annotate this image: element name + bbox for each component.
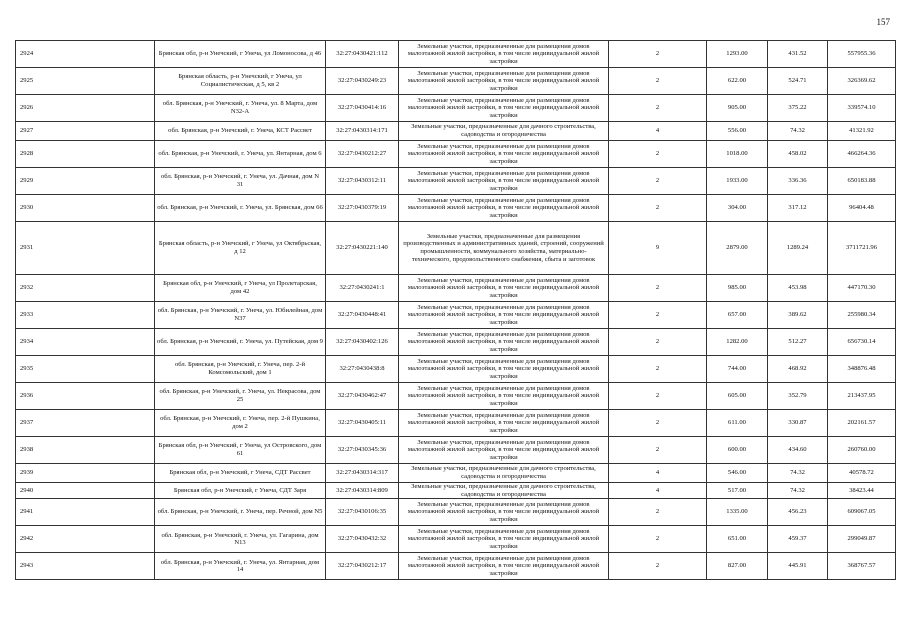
- row-number: 2924: [16, 41, 155, 68]
- use-group-cell: 4: [609, 483, 707, 499]
- row-number: 2933: [16, 302, 155, 329]
- cadastral-number-cell: 32:27:0430314:171: [326, 122, 399, 141]
- area-cell: 2879.00: [707, 222, 768, 275]
- cadastral-value-cell: 339574.10: [828, 95, 896, 122]
- use-group-cell: 2: [609, 195, 707, 222]
- table-row: [16, 95, 896, 122]
- cadastral-value-cell: 96404.48: [828, 195, 896, 222]
- row-number: 2936: [16, 383, 155, 410]
- address-cell: обл. Брянская, р-н Унечский, г. Унеча, ул. Некрасова, дом 25: [155, 383, 326, 410]
- area-cell: 304.00: [707, 195, 768, 222]
- table-row: [16, 499, 896, 526]
- address-cell: Брянская обл, р-н Унечский, г Унеча, ул Пролетарская, дом 42: [155, 275, 326, 302]
- address-cell: обл. Брянская, р-н Унечский, г. Унеча, ул. Дачная, дом N 31: [155, 168, 326, 195]
- land-use-description-cell: Земельные участки, предназначенные для размещения производственных и административных зданий, строений, сооружений промышленности, коммунального хозяйства, материально-технического, продовольственного снабжения, сбыта и заготовок: [399, 222, 609, 275]
- unit-value-cell: 524.71: [768, 68, 828, 95]
- cadastral-number-cell: 32:27:0430438:8: [326, 356, 399, 383]
- table-row: [16, 122, 896, 141]
- address-cell: обл. Брянская, р-н Унечский, г. Унеча, КСТ Рассвет: [155, 122, 326, 141]
- unit-value-cell: 375.22: [768, 95, 828, 122]
- use-group-cell: 2: [609, 526, 707, 553]
- row-number: 2926: [16, 95, 155, 122]
- area-cell: 1335.00: [707, 499, 768, 526]
- land-use-description-cell: Земельные участки, предназначенные для размещения домов малоэтажной жилой застройки, в том числе индивидуальной жилой застройки: [399, 356, 609, 383]
- row-number: 2940: [16, 483, 155, 499]
- page-number: 157: [876, 17, 890, 27]
- use-group-cell: 2: [609, 553, 707, 580]
- cadastral-number-cell: 32:27:0430241:1: [326, 275, 399, 302]
- area-cell: 600.00: [707, 437, 768, 464]
- area-cell: 905.00: [707, 95, 768, 122]
- use-group-cell: 2: [609, 329, 707, 356]
- address-cell: обл. Брянская, р-н Унечский, г. Унеча, ул. Гагарина, дом N13: [155, 526, 326, 553]
- cadastral-table-container: [15, 40, 895, 580]
- use-group-cell: 4: [609, 464, 707, 483]
- row-number: 2942: [16, 526, 155, 553]
- use-group-cell: 2: [609, 168, 707, 195]
- cadastral-number-cell: 32:27:0430249:23: [326, 68, 399, 95]
- table-row: [16, 329, 896, 356]
- land-use-description-cell: Земельные участки, предназначенные для дачного строительства, садоводства и огородничества: [399, 464, 609, 483]
- cadastral-number-cell: 32:27:0430448:41: [326, 302, 399, 329]
- area-cell: 1293.00: [707, 41, 768, 68]
- address-cell: обл. Брянская, р-н Унечский, г. Унеча, ул. Янтарная, дом 6: [155, 141, 326, 168]
- address-cell: Брянская обл, р-н Унечский, г Унеча, СДТ Рассвет: [155, 464, 326, 483]
- land-use-description-cell: Земельные участки, предназначенные для размещения домов малоэтажной жилой застройки, в том числе индивидуальной жилой застройки: [399, 526, 609, 553]
- table-row: [16, 302, 896, 329]
- row-number: 2932: [16, 275, 155, 302]
- cadastral-value-cell: 348876.48: [828, 356, 896, 383]
- row-number: 2943: [16, 553, 155, 580]
- area-cell: 827.00: [707, 553, 768, 580]
- row-number: 2937: [16, 410, 155, 437]
- cadastral-table: [15, 40, 896, 580]
- unit-value-cell: 445.91: [768, 553, 828, 580]
- table-row: [16, 437, 896, 464]
- cadastral-value-cell: 326369.62: [828, 68, 896, 95]
- land-use-description-cell: Земельные участки, предназначенные для размещения домов малоэтажной жилой застройки, в том числе индивидуальной жилой застройки: [399, 41, 609, 68]
- land-use-description-cell: Земельные участки, предназначенные для размещения домов малоэтажной жилой застройки, в том числе индивидуальной жилой застройки: [399, 68, 609, 95]
- table-body: [16, 41, 896, 580]
- unit-value-cell: 74.32: [768, 483, 828, 499]
- cadastral-value-cell: 202161.57: [828, 410, 896, 437]
- cadastral-value-cell: 466264.36: [828, 141, 896, 168]
- unit-value-cell: 512.27: [768, 329, 828, 356]
- use-group-cell: 2: [609, 410, 707, 437]
- cadastral-value-cell: 299049.87: [828, 526, 896, 553]
- area-cell: 985.00: [707, 275, 768, 302]
- address-cell: обл. Брянская, р-н Унечский, г. Унеча, пер. 2-й Пушкина, дом 2: [155, 410, 326, 437]
- table-row: [16, 141, 896, 168]
- row-number: 2931: [16, 222, 155, 275]
- cadastral-value-cell: 609067.05: [828, 499, 896, 526]
- unit-value-cell: 459.37: [768, 526, 828, 553]
- cadastral-number-cell: 32:27:0430421:112: [326, 41, 399, 68]
- cadastral-number-cell: 32:27:0430314:809: [326, 483, 399, 499]
- area-cell: 556.00: [707, 122, 768, 141]
- cadastral-value-cell: 650183.88: [828, 168, 896, 195]
- unit-value-cell: 352.79: [768, 383, 828, 410]
- cadastral-number-cell: 32:27:0430212:27: [326, 141, 399, 168]
- row-number: 2929: [16, 168, 155, 195]
- use-group-cell: 2: [609, 437, 707, 464]
- row-number: 2930: [16, 195, 155, 222]
- address-cell: обл. Брянская, р-н Унечский, г. Унеча, пер. Речной, дом N5: [155, 499, 326, 526]
- address-cell: Брянская область, р-н Унечский, г Унеча, ул Социалистическая, д 5, кв 2: [155, 68, 326, 95]
- use-group-cell: 2: [609, 356, 707, 383]
- unit-value-cell: 389.62: [768, 302, 828, 329]
- unit-value-cell: 336.36: [768, 168, 828, 195]
- use-group-cell: 2: [609, 275, 707, 302]
- unit-value-cell: 74.32: [768, 122, 828, 141]
- cadastral-value-cell: 38423.44: [828, 483, 896, 499]
- address-cell: обл. Брянская, р-н Унечский, г. Унеча, ул. Юбилейная, дом N37: [155, 302, 326, 329]
- land-use-description-cell: Земельные участки, предназначенные для размещения домов малоэтажной жилой застройки, в том числе индивидуальной жилой застройки: [399, 195, 609, 222]
- address-cell: обл. Брянская, р-н Унечский, г. Унеча, ул. Брянская, дом 66: [155, 195, 326, 222]
- use-group-cell: 2: [609, 68, 707, 95]
- unit-value-cell: 431.52: [768, 41, 828, 68]
- table-row: [16, 356, 896, 383]
- table-row: [16, 383, 896, 410]
- row-number: 2939: [16, 464, 155, 483]
- land-use-description-cell: Земельные участки, предназначенные для размещения домов малоэтажной жилой застройки, в том числе индивидуальной жилой застройки: [399, 329, 609, 356]
- area-cell: 605.00: [707, 383, 768, 410]
- address-cell: Брянская обл, р-н Унечский, г Унеча, СДТ Заря: [155, 483, 326, 499]
- cadastral-number-cell: 32:27:0430314:317: [326, 464, 399, 483]
- land-use-description-cell: Земельные участки, предназначенные для размещения домов малоэтажной жилой застройки, в том числе индивидуальной жилой застройки: [399, 437, 609, 464]
- table-row: [16, 168, 896, 195]
- land-use-description-cell: Земельные участки, предназначенные для размещения домов малоэтажной жилой застройки, в том числе индивидуальной жилой застройки: [399, 383, 609, 410]
- land-use-description-cell: Земельные участки, предназначенные для размещения домов малоэтажной жилой застройки, в том числе индивидуальной жилой застройки: [399, 553, 609, 580]
- use-group-cell: 2: [609, 141, 707, 168]
- address-cell: обл. Брянская, р-н Унечский, г. Унеча, ул. Янтарная, дом 14: [155, 553, 326, 580]
- row-number: 2935: [16, 356, 155, 383]
- cadastral-number-cell: 32:27:0430432:32: [326, 526, 399, 553]
- land-use-description-cell: Земельные участки, предназначенные для размещения домов малоэтажной жилой застройки, в том числе индивидуальной жилой застройки: [399, 275, 609, 302]
- address-cell: обл. Брянская, р-н Унечский, г. Унеча, ул. Путейская, дом 9: [155, 329, 326, 356]
- land-use-description-cell: Земельные участки, предназначенные для размещения домов малоэтажной жилой застройки, в том числе индивидуальной жилой застройки: [399, 499, 609, 526]
- land-use-description-cell: Земельные участки, предназначенные для размещения домов малоэтажной жилой застройки, в том числе индивидуальной жилой застройки: [399, 168, 609, 195]
- address-cell: обл. Брянская, р-н Унечский, г. Унеча, пер. 2-й Комсомольский, дом 1: [155, 356, 326, 383]
- address-cell: Брянская обл, р-н Унечский, г Унеча, ул Ломоносова, д 46: [155, 41, 326, 68]
- table-row: [16, 553, 896, 580]
- cadastral-number-cell: 32:27:0430345:36: [326, 437, 399, 464]
- cadastral-number-cell: 32:27:0430379:19: [326, 195, 399, 222]
- row-number: 2941: [16, 499, 155, 526]
- address-cell: Брянская область, р-н Унечский, г Унеча, ул Октябрьская, д 12: [155, 222, 326, 275]
- row-number: 2925: [16, 68, 155, 95]
- cadastral-value-cell: 368767.57: [828, 553, 896, 580]
- use-group-cell: 2: [609, 383, 707, 410]
- area-cell: 1282.00: [707, 329, 768, 356]
- unit-value-cell: 317.12: [768, 195, 828, 222]
- table-row: [16, 275, 896, 302]
- use-group-cell: 9: [609, 222, 707, 275]
- cadastral-number-cell: 32:27:0430312:11: [326, 168, 399, 195]
- area-cell: 517.00: [707, 483, 768, 499]
- cadastral-number-cell: 32:27:0430462:47: [326, 383, 399, 410]
- cadastral-number-cell: 32:27:0430402:126: [326, 329, 399, 356]
- area-cell: 651.00: [707, 526, 768, 553]
- table-row: [16, 410, 896, 437]
- unit-value-cell: 434.60: [768, 437, 828, 464]
- unit-value-cell: 456.23: [768, 499, 828, 526]
- address-cell: обл. Брянская, р-н Унечский, г. Унеча, ул. 8 Марта, дом N32-А: [155, 95, 326, 122]
- use-group-cell: 4: [609, 122, 707, 141]
- cadastral-value-cell: 213437.95: [828, 383, 896, 410]
- cadastral-value-cell: 447170.30: [828, 275, 896, 302]
- area-cell: 1933.00: [707, 168, 768, 195]
- table-row: [16, 464, 896, 483]
- cadastral-number-cell: 32:27:0430414:16: [326, 95, 399, 122]
- area-cell: 546.00: [707, 464, 768, 483]
- land-use-description-cell: Земельные участки, предназначенные для размещения домов малоэтажной жилой застройки, в том числе индивидуальной жилой застройки: [399, 95, 609, 122]
- cadastral-value-cell: 260760.00: [828, 437, 896, 464]
- cadastral-number-cell: 32:27:0430221:140: [326, 222, 399, 275]
- unit-value-cell: 468.92: [768, 356, 828, 383]
- cadastral-value-cell: 255980.34: [828, 302, 896, 329]
- cadastral-value-cell: 41321.92: [828, 122, 896, 141]
- area-cell: 622.00: [707, 68, 768, 95]
- land-use-description-cell: Земельные участки, предназначенные для размещения домов малоэтажной жилой застройки, в том числе индивидуальной жилой застройки: [399, 410, 609, 437]
- unit-value-cell: 453.98: [768, 275, 828, 302]
- unit-value-cell: 74.32: [768, 464, 828, 483]
- unit-value-cell: 1289.24: [768, 222, 828, 275]
- land-use-description-cell: Земельные участки, предназначенные для размещения домов малоэтажной жилой застройки, в том числе индивидуальной жилой застройки: [399, 302, 609, 329]
- use-group-cell: 2: [609, 95, 707, 122]
- use-group-cell: 2: [609, 499, 707, 526]
- table-row: [16, 41, 896, 68]
- area-cell: 1018.00: [707, 141, 768, 168]
- use-group-cell: 2: [609, 302, 707, 329]
- row-number: 2934: [16, 329, 155, 356]
- cadastral-value-cell: 40578.72: [828, 464, 896, 483]
- cadastral-value-cell: 656730.14: [828, 329, 896, 356]
- area-cell: 657.00: [707, 302, 768, 329]
- table-row: [16, 483, 896, 499]
- cadastral-number-cell: 32:27:0430106:35: [326, 499, 399, 526]
- table-row: [16, 222, 896, 275]
- address-cell: Брянская обл, р-н Унечский, г Унеча, ул Островского, дом 61: [155, 437, 326, 464]
- unit-value-cell: 458.02: [768, 141, 828, 168]
- table-row: [16, 526, 896, 553]
- row-number: 2927: [16, 122, 155, 141]
- use-group-cell: 2: [609, 41, 707, 68]
- row-number: 2928: [16, 141, 155, 168]
- cadastral-value-cell: 557955.36: [828, 41, 896, 68]
- land-use-description-cell: Земельные участки, предназначенные для дачного строительства, садоводства и огородничества: [399, 483, 609, 499]
- unit-value-cell: 330.87: [768, 410, 828, 437]
- table-row: [16, 68, 896, 95]
- land-use-description-cell: Земельные участки, предназначенные для дачного строительства, садоводства и огородничества: [399, 122, 609, 141]
- row-number: 2938: [16, 437, 155, 464]
- table-row: [16, 195, 896, 222]
- cadastral-number-cell: 32:27:0430212:17: [326, 553, 399, 580]
- land-use-description-cell: Земельные участки, предназначенные для размещения домов малоэтажной жилой застройки, в том числе индивидуальной жилой застройки: [399, 141, 609, 168]
- area-cell: 744.00: [707, 356, 768, 383]
- cadastral-value-cell: 3711721.96: [828, 222, 896, 275]
- area-cell: 611.00: [707, 410, 768, 437]
- cadastral-number-cell: 32:27:0430405:11: [326, 410, 399, 437]
